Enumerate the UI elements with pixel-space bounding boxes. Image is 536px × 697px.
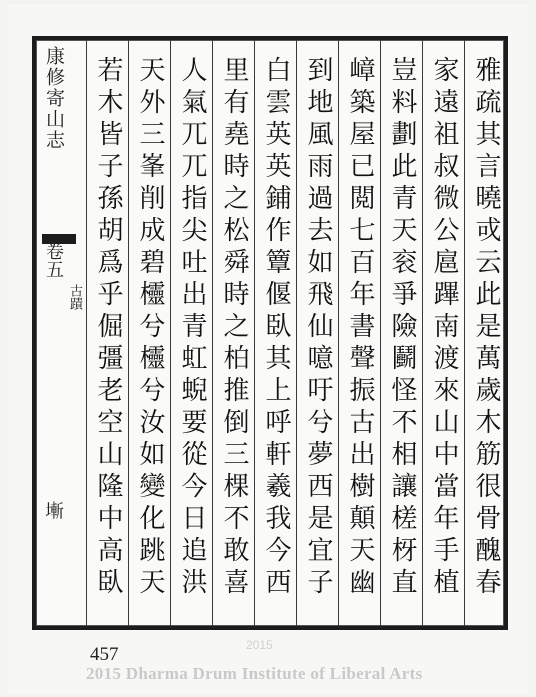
- text-frame: [32, 36, 508, 652]
- margin-column: [36, 44, 86, 626]
- chapter-label: 卷五: [43, 242, 64, 278]
- column-rule: [212, 40, 213, 626]
- text-column-8: 人氣兀兀指尖吐出青虹蜺要從今日追洪: [177, 56, 207, 600]
- section-label: 古蹟: [67, 284, 82, 310]
- column-rule: [464, 40, 465, 626]
- text-column-1: 雅疏其言曉戓云此是萬歲木筋很骨醜春: [471, 56, 501, 600]
- text-column-7: 里有堯時之松舜時之柏推倒三棵不敢喜: [219, 56, 249, 600]
- column-rule: [380, 40, 381, 626]
- book-title: 康修寄山志: [43, 46, 65, 151]
- column-rule: [296, 40, 297, 626]
- text-column-2: 家遠祖叔微公扈蹕南渡來山中當年手植: [429, 56, 459, 600]
- inner-watermark: 2015: [246, 638, 273, 652]
- copyright-watermark: 2015 Dharma Drum Institute of Liberal Arts: [86, 664, 423, 683]
- column-rule: [86, 40, 87, 626]
- margin-page-mark: 𡐛: [43, 500, 65, 519]
- text-column-4: 嶂築屋已閲七百年書聲振古出樹顛天幽: [345, 56, 375, 600]
- text-column-9: 天外三峯削成碧欞兮欞兮汝如變化跳天: [135, 56, 165, 600]
- text-column-3: 豈料劃此青天衮爭險鬬怪不相讓槎枒直: [387, 56, 417, 600]
- text-column-6: 白雲英英鋪作簟偃臥其上呼軒羲我今西: [261, 56, 291, 600]
- column-rule: [128, 40, 129, 626]
- text-column-10: 若木皆子孫胡爲乎倔彊老空山隆中高臥: [93, 56, 123, 600]
- column-rule: [254, 40, 255, 626]
- page-number: 457: [90, 644, 119, 665]
- column-rule: [338, 40, 339, 626]
- text-column-5: 到地風雨過去如飛仙噫吁兮夢西是宜子: [303, 56, 333, 600]
- column-rule: [170, 40, 171, 626]
- column-rule: [422, 40, 423, 626]
